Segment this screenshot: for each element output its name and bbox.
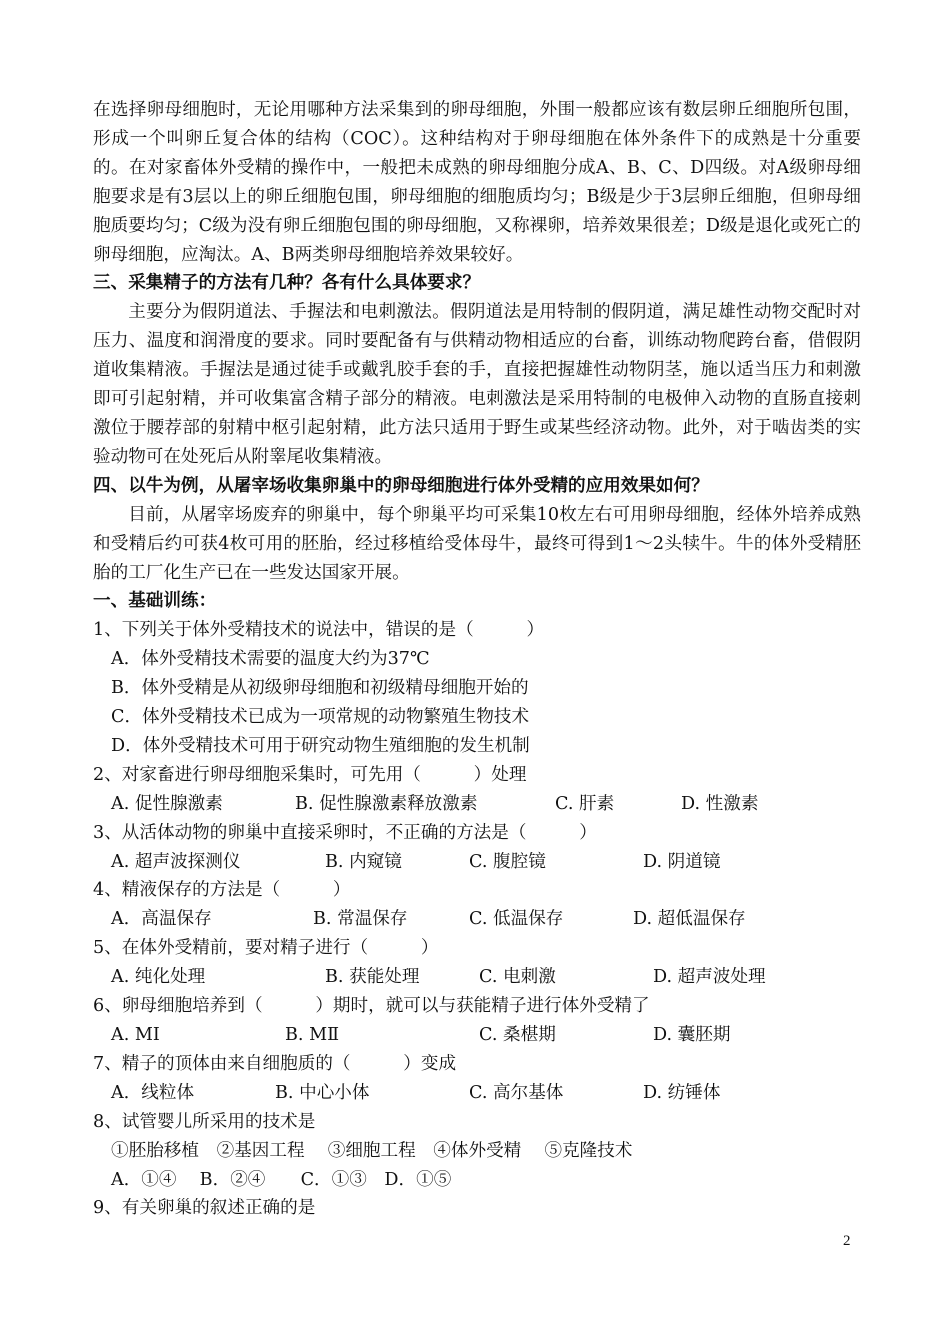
section-4-body: 目前，从屠宰场废弃的卵巢中，每个卵巢平均可采集10枚左右可用卵母细胞，经体外培养成熟和受精后约可获4枚可用的胚胎，经过移植给受体母牛，最终可得到1～2头犊牛。牛的体外受精胚胎的工厂化生产已在一些发达国家开展。 xyxy=(93,504,861,583)
question-stem: 2、对家畜进行卵母细胞采集时，可先用（ ）处理 xyxy=(93,764,527,785)
option-line: B．体外受精是从初级卵母细胞和初级精母细胞开始的 xyxy=(111,678,529,699)
option: D. 超声波处理 xyxy=(653,967,766,988)
option: D. 阴道镜 xyxy=(643,851,721,872)
option-row xyxy=(93,963,861,992)
option: B. MⅡ xyxy=(285,1025,340,1045)
option: C. 电刺激 xyxy=(479,967,556,988)
section-3-body: 主要分为假阴道法、手握法和电刺激法。假阴道法是用特制的假阴道，满足雄性动物交配时对压力、温度和润滑度的要求。同时要配备有与供精动物相适应的台畜，训练动物爬跨台畜，借假阴道收集精液。手握法是通过徒手或戴乳胶手套的手，直接把握雄性动物阴茎，施以适当压力和刺激即可引起射精，并可收集富含精子部分的精液。电刺激法是采用特制的电极伸入动物的直肠直接刺激位于腰荐部的射精中枢引起射精，此方法只适用于野生或某些经济动物。此外，对于啮齿类的实验动物可在处死后从附睾尾收集精液。 xyxy=(93,302,861,467)
question-stem: 7、精子的顶体由来自细胞质的（ ）变成 xyxy=(93,1053,457,1074)
option: C. 低温保存 xyxy=(469,909,564,930)
option-line: A．①④ B．②④ C．①③ D．①⑤ xyxy=(111,1169,452,1190)
option-line: C．体外受精技术已成为一项常规的动物繁殖生物技术 xyxy=(111,707,530,728)
option: A. 促性腺激素 xyxy=(111,793,223,814)
option: C. 肝素 xyxy=(555,793,615,814)
question-stem: 8、试管婴儿所采用的技术是 xyxy=(93,1111,316,1132)
option: B. 促性腺激素释放激素 xyxy=(295,793,478,814)
option-row xyxy=(93,848,861,877)
question-stem: 6、卵母细胞培养到（ ）期时，就可以与获能精子进行体外受精了 xyxy=(93,996,650,1017)
document-page xyxy=(93,96,861,1223)
intro-paragraph: 在选择卵母细胞时，无论用哪种方法采集到的卵母细胞，外围一般都应该有数层卵丘细胞所包围，形成一个叫卵丘复合体的结构（COC）。这种结构对于卵母细胞在体外条件下的成熟是十分重要的。在对家畜体外受精的操作中，一般把未成熟的卵母细胞分成A、B、C、D四级。对A级卵母细胞要求是有3层以上的卵丘细胞包围，卵母细胞的细胞质均匀；B级是少于3层卵丘细胞，但卵母细胞质要均匀；C级为没有卵丘细胞包围的卵母细胞，又称裸卵，培养效果很差；D级是退化或死亡的卵母细胞，应淘汰。A、B两类卵母细胞培养效果较好。 xyxy=(93,100,861,265)
section-3-heading: 三、采集精子的方法有几种？各有什么具体要求？ xyxy=(93,273,481,294)
question-stem: 4、精液保存的方法是（ ） xyxy=(93,880,351,901)
option-line: A．体外受精技术需要的温度大约为37℃ xyxy=(111,649,430,670)
option: C. 腹腔镜 xyxy=(469,851,546,872)
option: A. 超声波探测仪 xyxy=(111,851,241,872)
option: C. 高尔基体 xyxy=(469,1082,564,1103)
question-stem: 1、下列关于体外受精技术的说法中，错误的是（ ） xyxy=(93,620,545,641)
option: D. 性激素 xyxy=(681,793,759,814)
option: A. MⅠ xyxy=(111,1025,160,1045)
option: B. 常温保存 xyxy=(313,909,408,930)
option: A．线粒体 xyxy=(111,1082,195,1103)
option: B. 获能处理 xyxy=(325,967,420,988)
question-stem: 3、从活体动物的卵巢中直接采卵时，不正确的方法是（ ） xyxy=(93,822,597,843)
section-4-heading: 四、以牛为例，从屠宰场收集卵巢中的卵母细胞进行体外受精的应用效果如何？ xyxy=(93,475,709,496)
option: A. 纯化处理 xyxy=(111,967,206,988)
option-row xyxy=(93,790,861,819)
option: D. 纺锤体 xyxy=(643,1082,721,1103)
option: B. 中心小体 xyxy=(275,1082,370,1103)
question-stem: 9、有关卵巢的叙述正确的是 xyxy=(93,1198,316,1219)
option-row xyxy=(93,1079,861,1108)
option-row xyxy=(93,1021,861,1050)
option: A．高温保存 xyxy=(111,909,212,930)
question-stem: 5、在体外受精前，要对精子进行（ ） xyxy=(93,938,439,959)
option: B. 内窥镜 xyxy=(325,851,402,872)
option-line: D．体外受精技术可用于研究动物生殖细胞的发生机制 xyxy=(111,735,530,756)
option: C. 桑椹期 xyxy=(479,1025,556,1045)
option: D. 超低温保存 xyxy=(633,909,746,930)
option-line: ①胚胎移植 ②基因工程 ③细胞工程 ④体外受精 ⑤克隆技术 xyxy=(111,1140,633,1161)
option-row xyxy=(93,905,861,934)
option: D. 囊胚期 xyxy=(653,1025,731,1045)
page-number: 2 xyxy=(843,1233,851,1249)
training-heading: 一、基础训练： xyxy=(93,591,217,612)
